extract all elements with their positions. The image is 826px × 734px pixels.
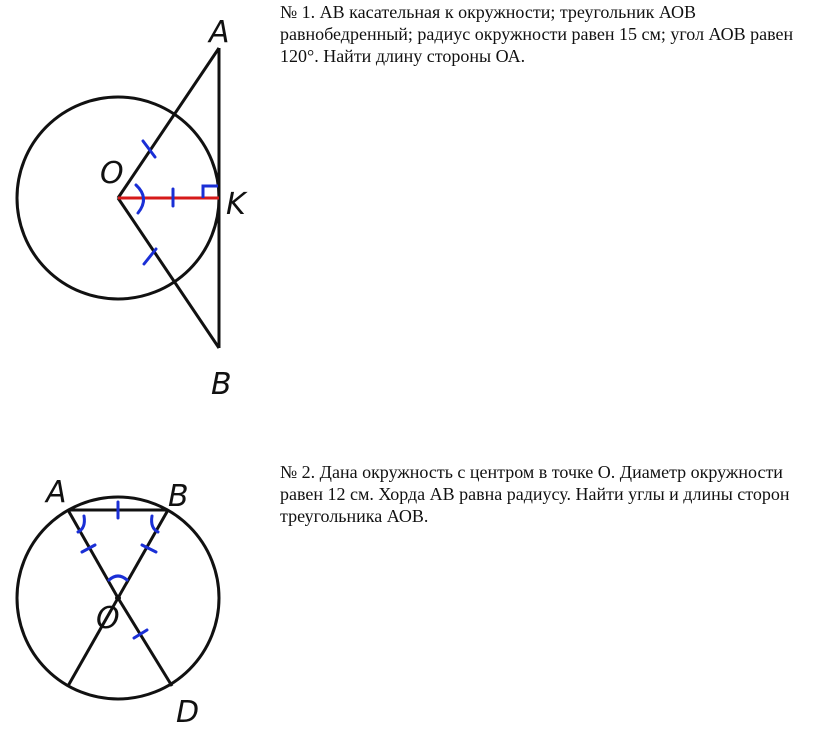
segment-ao xyxy=(68,510,118,598)
segment-ob xyxy=(118,198,219,348)
right-angle-mark xyxy=(203,186,218,198)
problem-1-text: № 1. АВ касательная к окружности; треугольник АОВ равнобедренный; радиус окружности равен 15 см; угол АОВ равен 120°. Найти длину стороны ОА. xyxy=(280,2,794,66)
label-d: D xyxy=(176,695,200,730)
figure-1-tangent xyxy=(0,0,290,410)
label-a: A xyxy=(209,15,230,50)
figure-2-chord xyxy=(0,440,290,734)
angle-arc-o xyxy=(109,576,127,580)
segment-od xyxy=(118,598,172,686)
label-k: K xyxy=(226,187,246,222)
tick-mark-ob xyxy=(144,249,156,264)
segment-oa xyxy=(118,48,219,198)
label-b: B xyxy=(211,367,232,402)
label-a: A xyxy=(46,475,67,510)
problem-2-text: № 2. Дана окружность с центром в точке О. Диаметр окружности равен 12 см. Хорда АВ равна радиусу. Найти углы и длины сторон треугольника АОВ. xyxy=(280,462,790,526)
label-o: O xyxy=(96,601,120,636)
label-o: O xyxy=(100,156,124,191)
label-b: B xyxy=(168,479,189,514)
